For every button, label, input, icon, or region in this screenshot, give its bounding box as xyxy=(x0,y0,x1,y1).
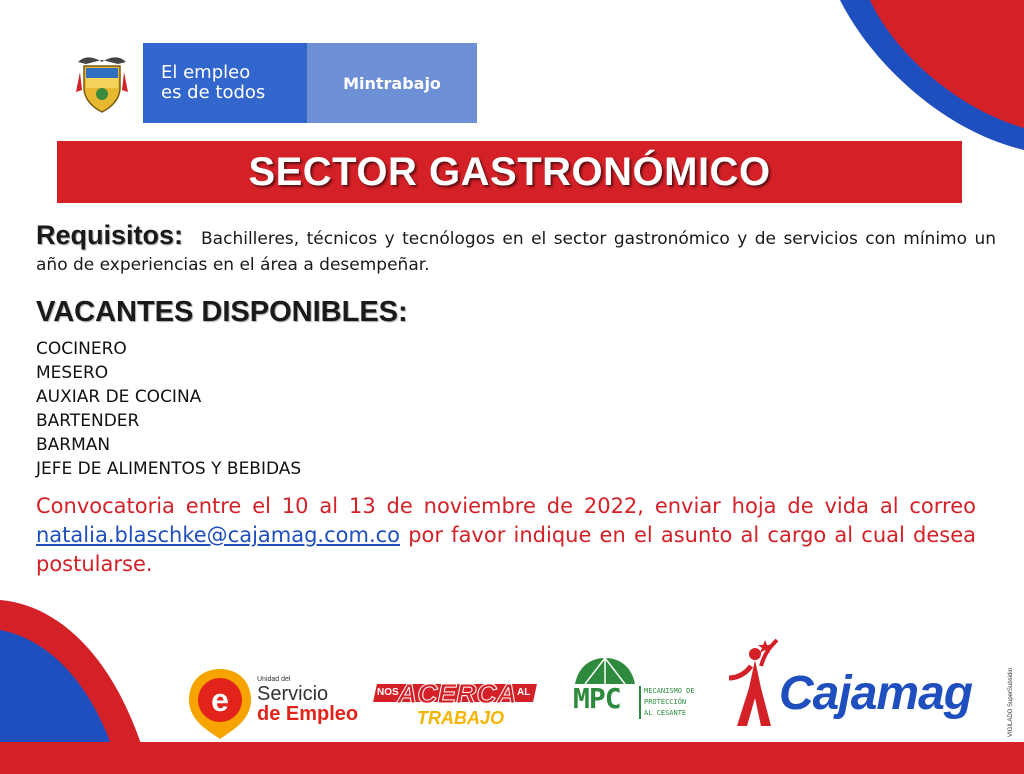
email-link[interactable]: natalia.blaschke@cajamag.com.co xyxy=(36,523,401,547)
spe-line-2: de Empleo xyxy=(257,703,359,725)
colombia-coat-of-arms-icon xyxy=(61,43,143,123)
acerca-al: AL xyxy=(517,687,531,698)
call-for-applications xyxy=(36,492,976,579)
cajamag-wordmark: Cajamag xyxy=(779,667,973,720)
cajamag-logo xyxy=(725,638,1020,738)
spe-line-1: Servicio xyxy=(257,683,329,705)
vacancies-list xyxy=(36,337,301,481)
requirements-text: Bachilleres, técnicos y tecnólogos en el sector gastronómico y de servicios con mínimo un año de experiencias en el área a desempeñar. xyxy=(36,229,996,275)
requirements-label: Requisitos: xyxy=(36,220,184,250)
call-text-after: por favor indique en el asunto al cargo al cual desea postularse. xyxy=(36,523,976,576)
vacancies-title: VACANTES DISPONIBLES: xyxy=(36,296,408,328)
cajamag-figure-icon xyxy=(725,638,781,730)
sector-title: SECTOR GASTRONÓMICO xyxy=(248,149,771,194)
bottom-red-bar xyxy=(0,742,1024,774)
spe-small-label: Unidad del xyxy=(257,676,291,683)
acerca-sub: TRABAJO xyxy=(417,708,505,728)
vigilado-label: VIGILADO SuperSubsidio xyxy=(1008,667,1014,737)
vacancy-item: BARMAN xyxy=(36,435,111,455)
vacancy-item: AUXIAR DE COCINA xyxy=(36,387,202,407)
ministry-name: Mintrabajo xyxy=(307,43,477,123)
slogan-line-2: es de todos xyxy=(161,82,266,103)
vacancy-item: MESERO xyxy=(36,363,109,383)
acerca-main: ACERCA xyxy=(397,678,517,709)
sector-title-bar xyxy=(57,141,962,203)
government-banner xyxy=(61,43,477,123)
mpc-abbr: MPC xyxy=(573,682,621,715)
government-slogan xyxy=(143,43,307,123)
mpc-line-3: AL CESANTE xyxy=(644,709,687,717)
svg-text:e: e xyxy=(211,682,229,718)
acerca-nos: NOS xyxy=(377,687,399,698)
vacancy-item: COCINERO xyxy=(36,339,127,359)
mpc-logo xyxy=(573,656,703,726)
servicio-empleo-logo xyxy=(185,666,370,741)
slogan-line-1: El empleo xyxy=(161,62,251,83)
top-right-corner-decoration xyxy=(780,0,1024,150)
mpc-line-1: MECANISMO DE xyxy=(644,687,695,695)
servicio-empleo-icon xyxy=(185,666,255,741)
acerca-trabajo-logo xyxy=(375,678,535,734)
call-text-before: Convocatoria entre el 10 al 13 de noviembre de 2022, enviar hoja de vida al correo xyxy=(36,494,976,518)
mpc-line-2: PROTECCIÓN xyxy=(644,698,687,706)
vacancy-item: BARTENDER xyxy=(36,411,140,431)
footer-logos xyxy=(0,620,1024,750)
vacancy-item: JEFE DE ALIMENTOS Y BEBIDAS xyxy=(36,459,302,479)
requirements-block xyxy=(36,222,996,278)
